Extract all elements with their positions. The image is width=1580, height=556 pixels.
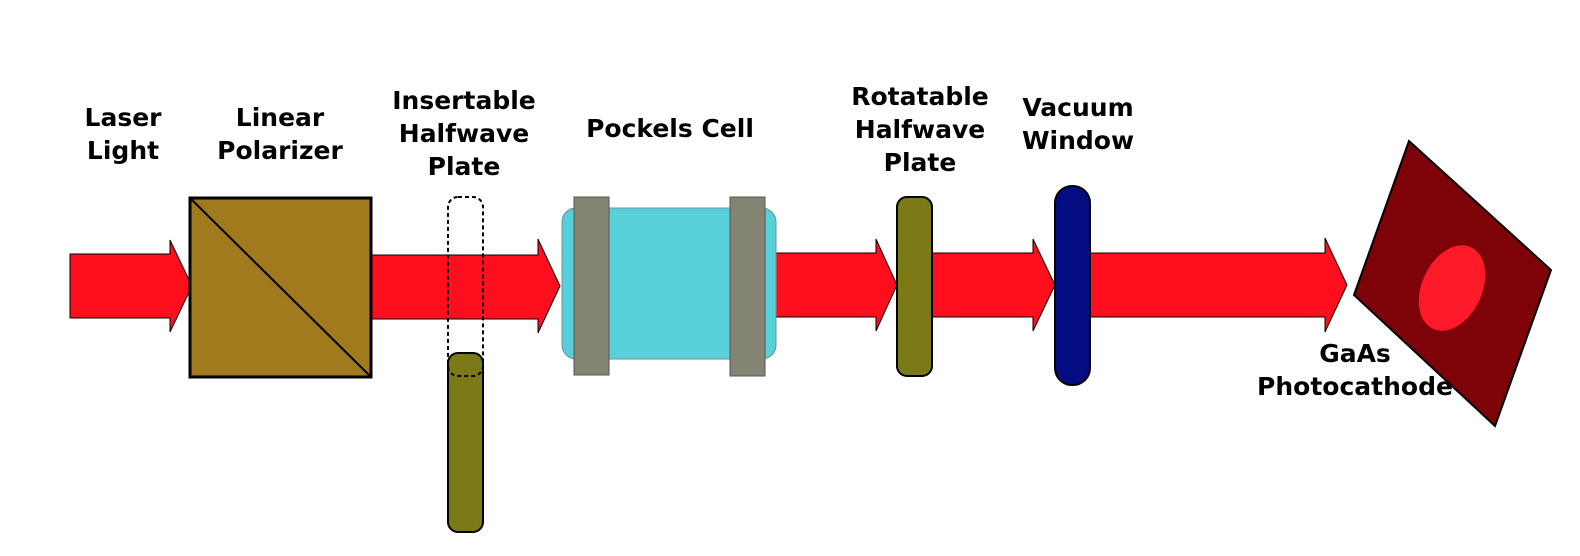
- insertable-halfwave-plate-retracted: [448, 353, 483, 532]
- label-rotatable-halfwave-plate: Rotatable Halfwave Plate: [851, 82, 989, 177]
- label-pockels-cell: Pockels Cell: [586, 114, 754, 143]
- pockels-cell-electrode-right: [730, 197, 765, 376]
- beam-arrow-halfwave-to-window: [932, 239, 1055, 331]
- rotatable-halfwave-plate: [897, 197, 932, 376]
- label-gaas-photocathode: GaAs Photocathode: [1257, 339, 1453, 401]
- label-vacuum-window: Vacuum Window: [1021, 93, 1135, 155]
- beam-arrow-polarizer-to-pockels: [371, 239, 560, 333]
- label-insertable-halfwave-plate: Insertable Halfwave Plate: [392, 86, 536, 181]
- label-laser-light: Laser Light: [84, 103, 162, 165]
- beam-arrow-window-to-cathode: [1090, 238, 1347, 332]
- pockels-cell-electrode-left: [574, 197, 609, 375]
- beam-arrow-pockels-to-halfwave: [776, 239, 897, 331]
- label-linear-polarizer: Linear Polarizer: [217, 103, 343, 165]
- beam-arrow-laser-input: [70, 240, 192, 332]
- vacuum-window: [1055, 186, 1090, 385]
